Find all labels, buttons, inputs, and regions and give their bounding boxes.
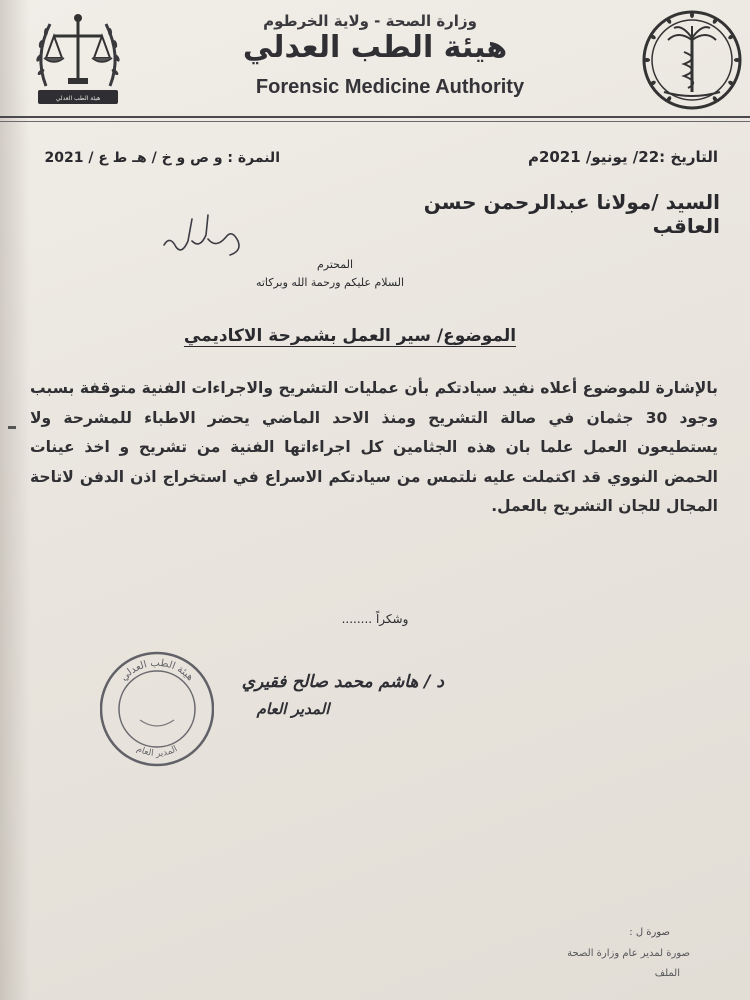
letter-body: بالإشارة للموضوع أعلاه نفيد سيادتكم بأن عمليات التشريح والاجراءات الفنية متوقفة بسبب وجود 30 جثمان في صالة التشريح ومنذ الاحد الماضي يحضر الاطباء للمشرحة ولا يستطيعون العمل علما بان هذه الجثامين كل اجراءاتها الفنية من تشريح و اخذ عينات الحمض النووي قد اكتملت عليه نلتمس من سيادتكم الاسراع في استخراج اذن الدفن لاتاحة المجال للجان التشريح بالعمل.	[30, 379, 719, 515]
honorific: المحترم	[316, 258, 354, 271]
cc-recipient: صورة لمدير عام وزارة الصحة	[567, 948, 690, 959]
handwritten-note	[158, 205, 248, 265]
addressee: السيد /مولانا عبدالرحمن حسن العاقب	[423, 190, 720, 238]
justice-scales-logo-icon	[28, 6, 128, 116]
palm-caduceus-emblem-icon	[640, 8, 745, 113]
header-rule-thin	[0, 121, 750, 122]
page-shadow	[0, 0, 30, 1000]
cc-label: صورة ل :	[629, 927, 670, 938]
official-stamp-icon	[100, 636, 214, 782]
closing: وشكراً ........	[341, 612, 409, 626]
subject-line: الموضوع/ سير العمل بشمرحة الاكاديمي	[183, 326, 517, 346]
signatory-name: د / هاشم محمد صالح فقيري	[241, 672, 444, 692]
margin-mark	[8, 426, 16, 429]
stamp-bottom-text: المدير العام	[134, 744, 180, 759]
ministry-line: وزارة الصحة - ولاية الخرطوم	[263, 12, 477, 30]
header-rule-thick	[0, 116, 750, 118]
letter-date: التاريخ :22/ يونيو/ 2021م	[527, 148, 718, 166]
stamp-top-text: هيئة الطب العدلي	[118, 657, 196, 684]
org-name-arabic: هيئة الطب العدلي	[242, 30, 508, 65]
logo-left-banner-text: هيئة الطب العدلي	[55, 95, 101, 102]
signatory-title: المدير العام	[256, 700, 330, 718]
reference-number: النمرة : و ص و خ / هـ ط ع / 2021	[44, 150, 280, 166]
org-name-english: Forensic Medicine Authority	[255, 76, 525, 98]
greeting: السلام عليكم ورحمة الله وبركاته	[255, 276, 405, 289]
cc-file: الملف	[654, 968, 680, 979]
